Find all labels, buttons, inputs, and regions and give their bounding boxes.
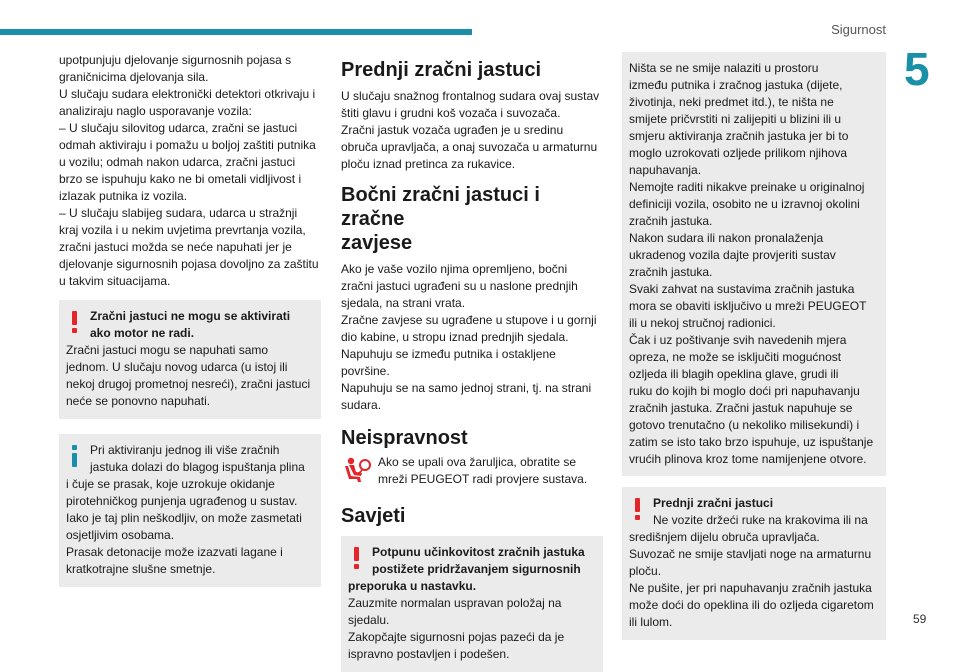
column-middle	[341, 52, 603, 672]
text-line: Prasak detonacije može izazvati lagane i	[66, 545, 283, 559]
text-line: kratkotrajne slušne smetnje.	[66, 562, 216, 576]
warning-bold-line: postižete pridržavanjem sigurnosnih	[372, 562, 581, 576]
text-line: ili u nekoj stručnoj radionici.	[629, 316, 776, 330]
text-line: između putnika i zračnog jastuka (dijete,	[629, 78, 843, 92]
front-airbags-warning-note	[622, 487, 886, 640]
text-line: jednom. U slučaju novog udarca (u istoj ili	[66, 360, 288, 374]
text-line: upotpunjuju djelovanje sigurnosnih pojasa s	[59, 53, 292, 67]
heading-front-airbags: Prednji zračni jastuci	[341, 59, 542, 81]
text-line: U slučaju sudara elektronički detektori otkrivaju i	[59, 87, 316, 101]
text-line: brzo se ispuhuju kako ne bi ometali vidljivost i	[59, 172, 302, 186]
text-line: Zračni jastuci mogu se napuhati samo	[66, 343, 269, 357]
text-line: Ako je vaše vozilo njima opremljeno, bočni	[341, 262, 568, 276]
text-line: djelovanje sigurnosnih pojasa dovoljno za zaštitu	[59, 257, 319, 271]
text-line: Svaki zahvat na sustavima zračnih jastuka	[629, 282, 855, 296]
text-line: Čak i uz poštivanje svih navedenih mjera	[629, 333, 847, 347]
text-line: sjedalu.	[348, 613, 390, 627]
text-line: Zračne zavjese su ugrađene u stupove i u gornji	[341, 313, 597, 327]
text-line: zračni jastuci možda se neće napuhati jer je	[59, 240, 292, 254]
text-line: pirotehničkog punjenja ugrađenog u sustav.	[66, 494, 298, 508]
text-line: u takvim situacijama.	[59, 274, 171, 288]
text-line: Zakopčajte sigurnosni pojas pazeći da je	[348, 630, 565, 644]
heading-line: zavjese	[341, 232, 413, 254]
text-line: životinja, neki predmet itd.), te ništa ne	[629, 95, 834, 109]
text-line: središnjem dijelu obruča upravljača.	[629, 530, 820, 544]
warning-bold-line: Prednji zračni jastuci	[653, 496, 774, 510]
text-line: Napuhuju se između putnika i ostakljene	[341, 347, 556, 361]
text-line: Napuhuju se na samo jednoj strani, tj. na strani	[341, 381, 592, 395]
warning-bold-line: preporuka u nastavku.	[348, 579, 477, 593]
front-airbags-paragraph	[341, 88, 603, 173]
text-line: vrućih plinova kroz tome namijenjene otvore.	[629, 452, 867, 466]
text-line: jastuka dolazi do blagog ispuštanja plina	[90, 460, 305, 474]
info-note	[59, 434, 321, 587]
warning-bold-line: Zračni jastuci ne mogu se aktivirati	[90, 309, 291, 323]
text-line: mreži PEUGEOT radi provjere sustava.	[378, 472, 588, 486]
text-line: ploču iznad pretinca za rukavice.	[341, 157, 516, 171]
text-line: zatim se isto tako brzo ispuhuje, uz ispuštanje	[629, 435, 874, 449]
column-left	[59, 52, 321, 587]
text-line: analiziraju naglo usporavanje vozila:	[59, 104, 252, 118]
text-line: zračnih jastuka.	[629, 214, 713, 228]
text-line: opreza, ne može se isključiti mogućnost	[629, 350, 842, 364]
text-line: smijete pričvrstiti ni zalijepiti u blizini ili u	[629, 112, 842, 126]
text-line: dio kabine, u stropu iznad prednjih sjedala.	[341, 330, 569, 344]
text-line: Ne vozite držeći ruke na krakovima ili na	[653, 513, 868, 527]
page-number: 59	[913, 612, 927, 626]
text-line: Iako je taj plin neškodljiv, on može zasmetati	[66, 511, 302, 525]
text-line: – U slučaju slabijeg sudara, udarca u stražnji	[59, 206, 298, 220]
warning-icon	[629, 495, 653, 525]
warning-bold-line: ako motor ne radi.	[90, 326, 195, 340]
chapter-number: 5	[904, 43, 930, 95]
section-title: Sigurnost	[831, 22, 886, 37]
text-line: Suvozač ne smije stavljati noge na armaturnu	[629, 547, 872, 561]
text-line: sjedala, na strani vrata.	[341, 296, 466, 310]
text-line: Zauzmite normalan uspravan položaj na	[348, 596, 562, 610]
column-right	[622, 52, 886, 640]
text-line: zračnih jastuka.	[629, 265, 713, 279]
text-line: Ne pušite, jer pri napuhavanju zračnih jastuka	[629, 581, 872, 595]
text-line: moglo uzrokovati ozljede prilikom njihova	[629, 146, 848, 160]
heading-fault: Neispravnost	[341, 427, 468, 449]
text-line: gotovo trenutačno (u nekoliko milisekundi) i	[629, 418, 860, 432]
text-line: napuhavanja.	[629, 163, 702, 177]
heading-line: Bočni zračni jastuci i zračne	[341, 184, 540, 230]
text-line: – U slučaju silovitog udarca, zračni se jastuci	[59, 121, 298, 135]
text-line: površine.	[341, 364, 390, 378]
intro-paragraph	[59, 52, 321, 290]
text-line: Ako se upali ova žaruljica, obratite se	[378, 455, 577, 469]
text-line: graničnicima djelovanja sila.	[59, 70, 209, 84]
text-line: u vozilu; odmah nakon udarca, zračni jastuci	[59, 155, 296, 169]
text-line: ploču.	[629, 564, 662, 578]
text-line: izlazak putnika iz vozila.	[59, 189, 188, 203]
info-icon	[66, 442, 90, 472]
text-line: ukradenog vozila dajte provjeriti sustav	[629, 248, 836, 262]
text-line: Nakon sudara ili nakon pronalaženja	[629, 231, 824, 245]
text-line: ili lulom.	[629, 615, 673, 629]
text-line: sudara.	[341, 398, 382, 412]
text-line: U slučaju snažnog frontalnog sudara ovaj sustav	[341, 89, 600, 103]
text-line: nekoj drugoj prometnoj nesreći), zračni jastuci	[66, 377, 311, 391]
text-line: odmah aktiviraju i pomažu u boljoj zaštiti putnika	[59, 138, 316, 152]
text-line: obruča upravljača, a onaj suvozača u armaturnu	[341, 140, 598, 154]
text-line: ispravno postavljen i podešen.	[348, 647, 510, 661]
text-line: neće se ponovno napuhati.	[66, 394, 211, 408]
text-line: Zračni jastuk vozača ugrađen je u sredinu	[341, 123, 564, 137]
warning-bold-line: Potpunu učinkovitost zračnih jastuka	[372, 545, 585, 559]
text-line: štiti glavu i grudni koš vozača i suvozača.	[341, 106, 561, 120]
text-line: definiciji vozila, osobito ne u izravnoj okolini	[629, 197, 860, 211]
text-line: mora se obaviti isključivo u mreži PEUGEOT	[629, 299, 867, 313]
text-line: zračni jastuci ugrađeni su u naslone prednjih	[341, 279, 578, 293]
warning-icon	[66, 308, 90, 338]
text-line: osjetljivim osobama.	[66, 528, 175, 542]
header-accent-bar	[0, 29, 472, 35]
fault-warning-row	[341, 454, 603, 490]
advice-warning-note	[341, 536, 603, 672]
warning-note	[59, 300, 321, 419]
text-line: može doći do opeklina ili do ozljeda cigaretom	[629, 598, 874, 612]
text-line: zračnih jastuka. Zračni jastuk napuhuje se	[629, 401, 853, 415]
text-line: i čuje se prasak, koje uzrokuje okidanje	[66, 477, 275, 491]
text-line: Pri aktiviranju jednog ili više zračnih	[90, 443, 280, 457]
warning-icon	[348, 544, 372, 574]
heading-advice: Savjeti	[341, 505, 406, 527]
text-line: ruku do kojih bi moglo doći pri napuhavanju	[629, 384, 860, 398]
text-line: ozljeda ili blagih opeklina glave, grudi ili	[629, 367, 839, 381]
heading-side-airbags	[341, 183, 603, 255]
caution-note	[622, 52, 886, 476]
text-line: smjeru aktiviranja zračnih jastuka jer bi to	[629, 129, 849, 143]
text-line: kraj vozila i u nekim uvjetima prevrtanja vozila,	[59, 223, 306, 237]
text-line: Ništa se ne smije nalaziti u prostoru	[629, 61, 819, 75]
airbag-warning-lamp-icon	[341, 456, 371, 486]
side-airbags-paragraph	[341, 261, 603, 414]
text-line: Nemojte raditi nikakve preinake u originalnoj	[629, 180, 865, 194]
